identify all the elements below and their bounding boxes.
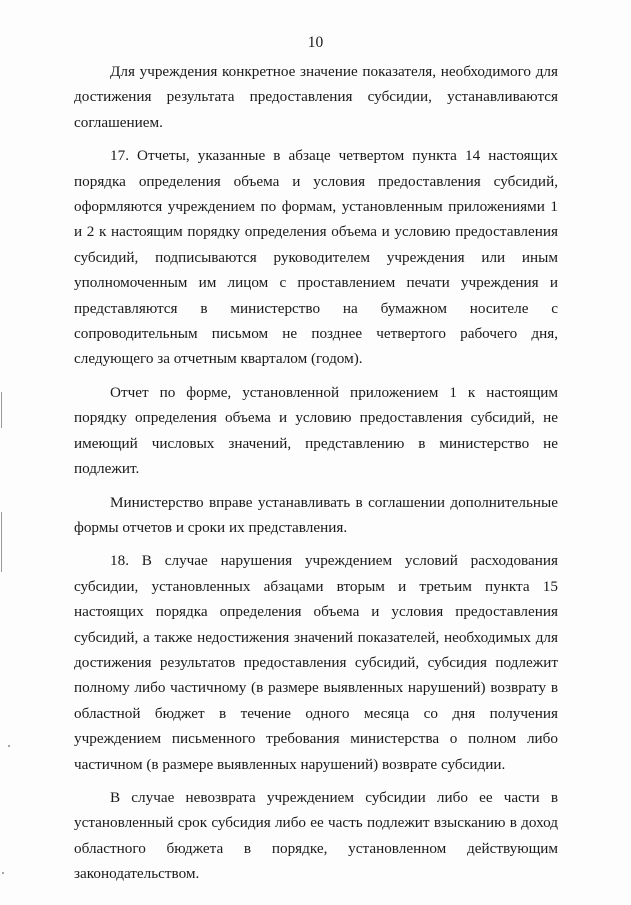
paragraph-report-form-1: Отчет по форме, установленной приложением 1 к настоящим порядку определения объема и условию предоставления субсидий, не имеющий числовых значений, представлению в министерство не подлежит. [74, 383, 558, 478]
page-number: 10 [307, 34, 324, 51]
paragraph-gap [74, 135, 558, 143]
paragraph-gap [74, 540, 558, 548]
paragraph-non-return: В случае невозврата учреждением субсидии либо ее части в установленный срок субсидия либо ее часть подлежит взысканию в доход областного бюджета в порядке, установленном действующим законодательством. [74, 788, 558, 883]
paragraph-gap [74, 777, 558, 785]
paragraph-gap [74, 482, 558, 490]
scan-edge-mark [1, 512, 2, 572]
paragraph-item-17-reports: 17. Отчеты, указанные в абзаце четвертом пункта 14 настоящих порядка определения объема и условия предоставления субсидий, оформляются учреждением по формам, установленным приложениями 1 и 2 к настоящим порядку определения объема и условию предоставления субсидий, подписываются руководителем учреждения или иным уполномоченным им лицом с проставлением печати учреждения и представляются в министерство на бумажном носителе с сопроводительным письмом не позднее четвертого рабочего дня, следующего за отчетным кварталом (годом). [74, 147, 558, 368]
paragraph-gap [74, 372, 558, 380]
document-body [74, 59, 558, 887]
paragraph-ministry-rights: Министерство вправе устанавливать в соглашении дополнительные формы отчетов и сроки их представления. [74, 493, 558, 536]
scan-speck [2, 872, 4, 874]
paragraph-item-18-violation: 18. В случае нарушения учреждением условий расходования субсидии, установленных абзацами вторым и третьим пункта 15 настоящих порядка определения объема и условия предоставления субсидий, а также недостижения значений показателей, необходимых для достижения результатов предоставления субсидий, субсидия подлежит полному либо частичному (в размере выявленных нарушений) возврату в областной бюджет в течение одного месяца со дня получения учреждением письменного требования министерства о полном либо частичном (в размере выявленных нарушений) возврате субсидии. [74, 552, 558, 773]
scan-speck [8, 745, 10, 747]
paragraph-indicator-value: Для учреждения конкретное значение показателя, необходимого для достижения результата предоставления субсидии, устанавливаются соглашением. [74, 63, 558, 131]
scan-edge-mark [1, 392, 2, 428]
